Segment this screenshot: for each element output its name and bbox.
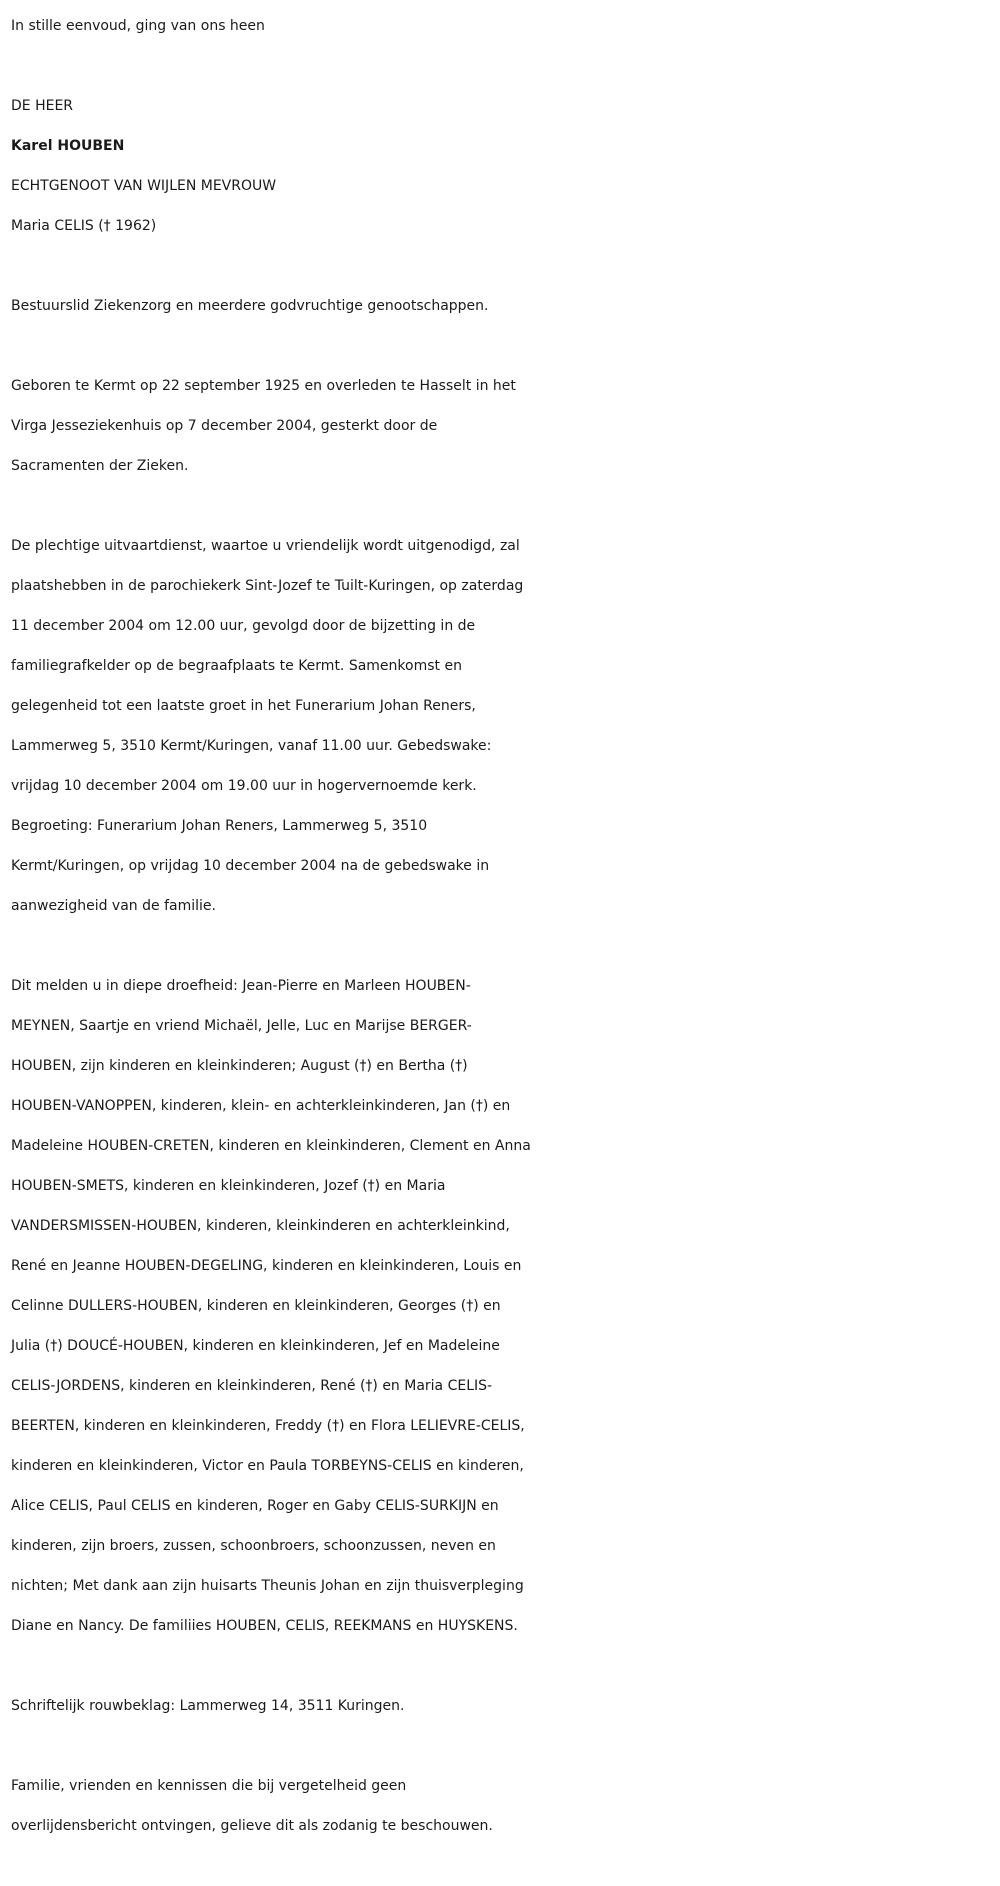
text-line: CELIS-JORDENS, kinderen en kleinkinderen, René (†) en Maria CELIS- xyxy=(11,1378,493,1394)
funeral-paragraph xyxy=(11,526,990,926)
text-line: MEYNEN, Saartje en vriend Michaël, Jelle, Luc en Marijse BERGER- xyxy=(11,1018,472,1034)
text-line: Celinne DULLERS-HOUBEN, kinderen en kleinkinderen, Georges (†) en xyxy=(11,1298,501,1314)
text-line: aanwezigheid van de familie. xyxy=(11,898,216,914)
text-line: Diane en Nancy. De familiies HOUBEN, CELIS, REEKMANS en HUYSKENS. xyxy=(11,1618,518,1634)
text-line: Madeleine HOUBEN-CRETEN, kinderen en kleinkinderen, Clement en Anna xyxy=(11,1138,531,1154)
text-line: nichten; Met dank aan zijn huisarts Theunis Johan en zijn thuisverpleging xyxy=(11,1578,524,1594)
roles-line: Bestuurslid Ziekenzorg en meerdere godvruchtige genootschappen. xyxy=(11,298,489,314)
text-line: familiegrafkelder op de begraafplaats te Kermt. Samenkomst en xyxy=(11,658,462,674)
spacer xyxy=(11,246,990,286)
text-line: overlijdensbericht ontvingen, gelieve dit als zodanig te beschouwen. xyxy=(11,1818,493,1834)
text-line: René en Jeanne HOUBEN-DEGELING, kinderen en kleinkinderen, Louis en xyxy=(11,1258,522,1274)
spouse-title: ECHTGENOOT VAN WIJLEN MEVROUW xyxy=(11,178,277,194)
condolence-line: Schriftelijk rouwbeklag: Lammerweg 14, 3511 Kuringen. xyxy=(11,1698,405,1714)
family-paragraph xyxy=(11,966,990,1646)
text-line: Alice CELIS, Paul CELIS en kinderen, Roger en Gaby CELIS-SURKIJN en xyxy=(11,1498,499,1514)
text-line: Virga Jesseziekenhuis op 7 december 2004, gesterkt door de xyxy=(11,418,438,434)
spacer xyxy=(11,46,990,86)
text-line: Familie, vrienden en kennissen die bij vergetelheid geen xyxy=(11,1778,407,1794)
text-line: 11 december 2004 om 12.00 uur, gevolgd door de bijzetting in de xyxy=(11,618,476,634)
text-line: kinderen en kleinkinderen, Victor en Paula TORBEYNS-CELIS en kinderen, xyxy=(11,1458,524,1474)
text-line: kinderen, zijn broers, zussen, schoonbroers, schoonzussen, neven en xyxy=(11,1538,496,1554)
deceased-name: Karel HOUBEN xyxy=(11,138,125,154)
text-line: VANDERSMISSEN-HOUBEN, kinderen, kleinkinderen en achterkleinkind, xyxy=(11,1218,510,1234)
spacer xyxy=(11,1726,990,1766)
text-line: Geboren te Kermt op 22 september 1925 en overleden te Hasselt in het xyxy=(11,378,516,394)
spacer xyxy=(11,926,990,966)
text-line: HOUBEN-VANOPPEN, kinderen, klein- en achterkleinkinderen, Jan (†) en xyxy=(11,1098,511,1114)
spacer xyxy=(11,326,990,366)
text-line: gelegenheid tot een laatste groet in het Funerarium Johan Reners, xyxy=(11,698,476,714)
closing-paragraph xyxy=(11,1766,990,1846)
text-line: Begroeting: Funerarium Johan Reners, Lammerweg 5, 3510 xyxy=(11,818,428,834)
text-line: HOUBEN-SMETS, kinderen en kleinkinderen, Jozef (†) en Maria xyxy=(11,1178,446,1194)
text-line: Dit melden u in diepe droefheid: Jean-Pierre en Marleen HOUBEN- xyxy=(11,978,471,994)
text-line: Kermt/Kuringen, op vrijdag 10 december 2004 na de gebedswake in xyxy=(11,858,490,874)
intro-line: In stille eenvoud, ging van ons heen xyxy=(11,18,265,34)
honorific: DE HEER xyxy=(11,98,74,114)
text-line: HOUBEN, zijn kinderen en kleinkinderen; August (†) en Bertha (†) xyxy=(11,1058,468,1074)
text-line: BEERTEN, kinderen en kleinkinderen, Freddy (†) en Flora LELIEVRE-CELIS, xyxy=(11,1418,525,1434)
text-line: De plechtige uitvaartdienst, waartoe u vriendelijk wordt uitgenodigd, zal xyxy=(11,538,520,554)
text-line: Sacramenten der Zieken. xyxy=(11,458,189,474)
text-line: vrijdag 10 december 2004 om 19.00 uur in hogervernoemde kerk. xyxy=(11,778,477,794)
text-line: plaatshebben in de parochiekerk Sint-Jozef te Tuilt-Kuringen, op zaterdag xyxy=(11,578,524,594)
spacer xyxy=(11,1646,990,1686)
birth-death-paragraph xyxy=(11,366,990,486)
text-line: Lammerweg 5, 3510 Kermt/Kuringen, vanaf 11.00 uur. Gebedswake: xyxy=(11,738,492,754)
text-line: Julia (†) DOUCÉ-HOUBEN, kinderen en kleinkinderen, Jef en Madeleine xyxy=(11,1338,500,1354)
spouse-name: Maria CELIS († 1962) xyxy=(11,218,157,234)
spacer xyxy=(11,486,990,526)
